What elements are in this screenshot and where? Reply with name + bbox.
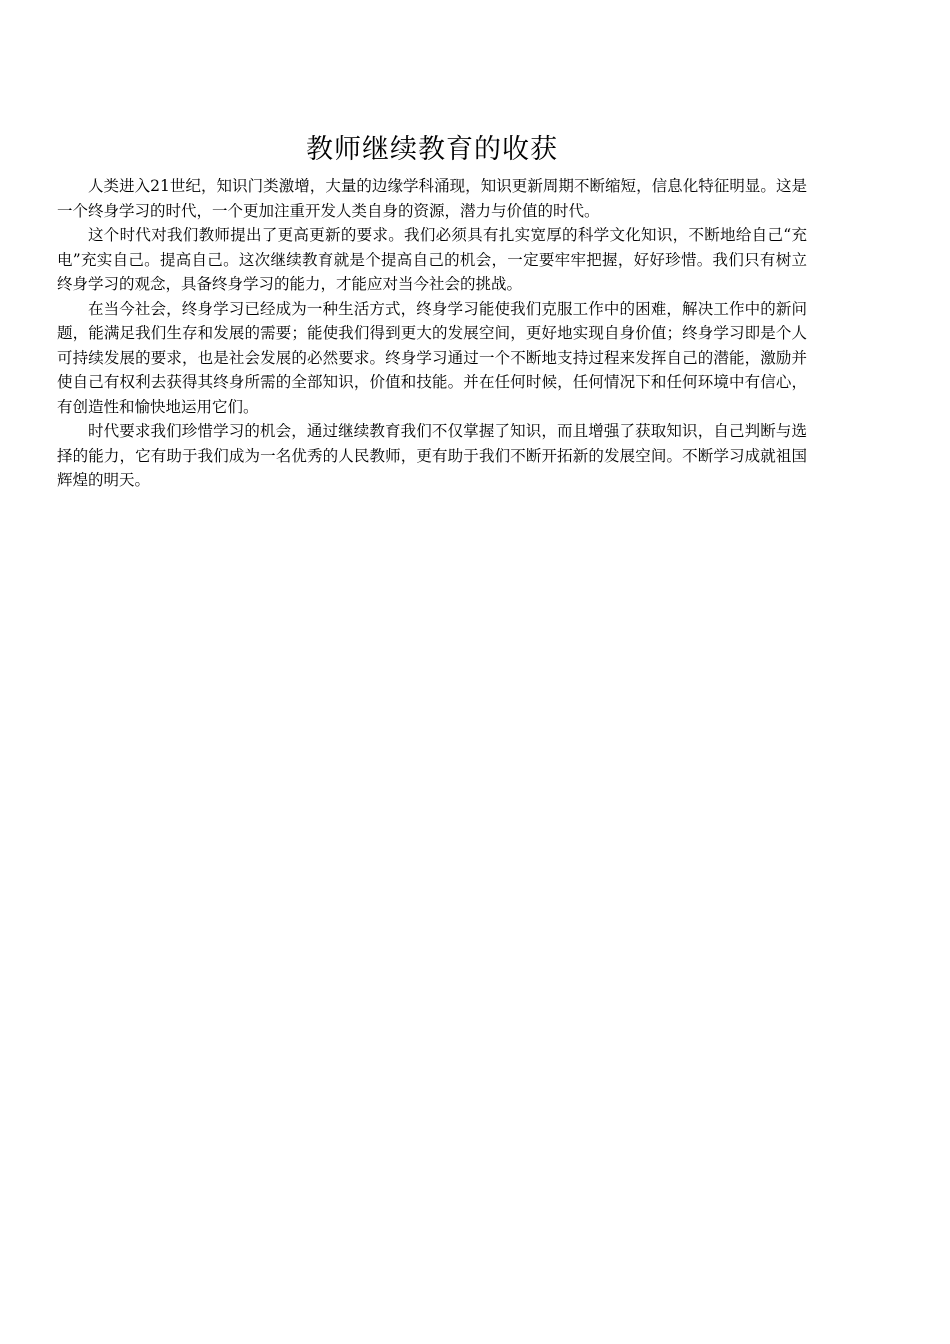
document-body	[57, 174, 807, 493]
document-title: 教师继续教育的收获	[306, 134, 558, 165]
paragraph-4: 时代要求我们珍惜学习的机会，通过继续教育我们不仅掌握了知识，而且增强了获取知识，自己判断与选择的能力，它有助于我们成为一名优秀的人民教师，更有助于我们不断开拓新的发展空间。不断学习成就祖国辉煌的明天。	[57, 422, 807, 489]
paragraph-2: 这个时代对我们教师提出了更高更新的要求。我们必须具有扎实宽厚的科学文化知识，不断地给自己“充电”充实自己。提高自己。这次继续教育就是个提高自己的机会，一定要牢牢把握，好好珍惜。我们只有树立终身学习的观念，具备终身学习的能力，才能应对当今社会的挑战。	[57, 226, 807, 293]
paragraph-1: 人类进入21世纪，知识门类激增，大量的边缘学科涌现，知识更新周期不断缩短，信息化特征明显。这是一个终身学习的时代，一个更加注重开发人类自身的资源，潜力与价值的时代。	[57, 177, 807, 220]
paragraph-3: 在当今社会，终身学习已经成为一种生活方式，终身学习能使我们克服工作中的困难，解决工作中的新问题，能满足我们生存和发展的需要；能使我们得到更大的发展空间，更好地实现自身价值；终身学习即是个人可持续发展的要求，也是社会发展的必然要求。终身学习通过一个不断地支持过程来发挥自己的潜能，激励并使自己有权利去获得其终身所需的全部知识，价值和技能。并在任何时候，任何情况下和任何环境中有信心，有创造性和愉快地运用它们。	[57, 299, 807, 416]
